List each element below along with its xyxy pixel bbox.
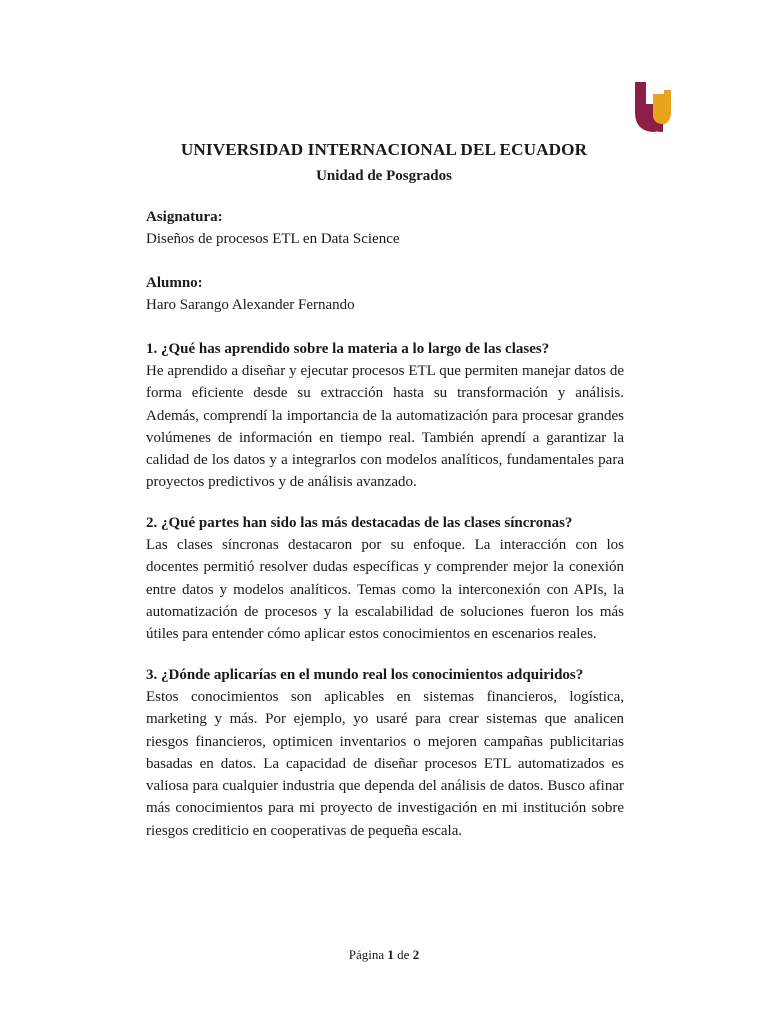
student-label: Alumno: (146, 275, 203, 291)
question-1-body: He aprendido a diseñar y ejecutar procesos ETL que permiten manejar datos de forma eficiente desde su extracción hasta su transformación y análisis. Además, comprendí la importancia de la automatización para procesar grandes volúmenes de información en tiempo real. También aprendí a garantizar la calidad de los datos y a integrarlos con modelos analíticos, fundamentales para proyectos predictivos y de análisis avanzado. (146, 363, 624, 491)
question-2-title: 2. ¿Qué partes han sido las más destacadas de las clases síncronas? (146, 515, 573, 531)
university-title: UNIVERSIDAD INTERNACIONAL DEL ECUADOR (180, 140, 588, 159)
university-logo (633, 80, 673, 134)
subject-label: Asignatura: (146, 209, 223, 225)
current-page: 1 (387, 947, 394, 962)
unit-title: Unidad de Posgrados (316, 168, 452, 184)
question-2-section (146, 512, 624, 645)
question-2-body: Las clases síncronas destacaron por su enfoque. La interacción con los docentes permitió resolver dudas específicas y comprender mejor la conexión entre datos y modelos analíticos. Temas como la interconexión con APIs, la automatización de procesos y la escalabilidad de soluciones fueron los más útiles para entender cómo aplicar estos conocimientos en escenarios reales. (146, 537, 624, 643)
logo-accent-shape (653, 90, 671, 126)
question-3-section (146, 664, 624, 842)
question-1-title: 1. ¿Qué has aprendido sobre la materia a lo largo de las clases? (146, 341, 550, 357)
student-value: Haro Sarango Alexander Fernando (146, 297, 355, 313)
subject-value: Diseños de procesos ETL en Data Science (146, 231, 400, 247)
document-header (0, 138, 768, 187)
student-section (146, 272, 624, 316)
question-3-body: Estos conocimientos son aplicables en sistemas financieros, logística, marketing y más. Por ejemplo, yo usaré para crear sistemas que analicen riesgos financieros, optimicen inventarios o mejoren campañas publicitarias basadas en datos. La capacidad de diseñar procesos ETL automatizados es valiosa para cualquier industria que dependa del análisis de datos. Busco afinar más conocimientos para mi proyecto de investigación en mi institución sobre riesgos crediticio en cooperativas de pequeña escala. (146, 689, 624, 839)
page-label: Página (348, 947, 385, 962)
question-3-title: 3. ¿Dónde aplicarías en el mundo real los conocimientos adquiridos? (146, 667, 584, 683)
total-pages: 2 (412, 947, 420, 962)
page-footer (0, 947, 768, 963)
question-1-section (146, 338, 624, 494)
of-label: de (397, 947, 410, 962)
subject-section (146, 206, 624, 250)
